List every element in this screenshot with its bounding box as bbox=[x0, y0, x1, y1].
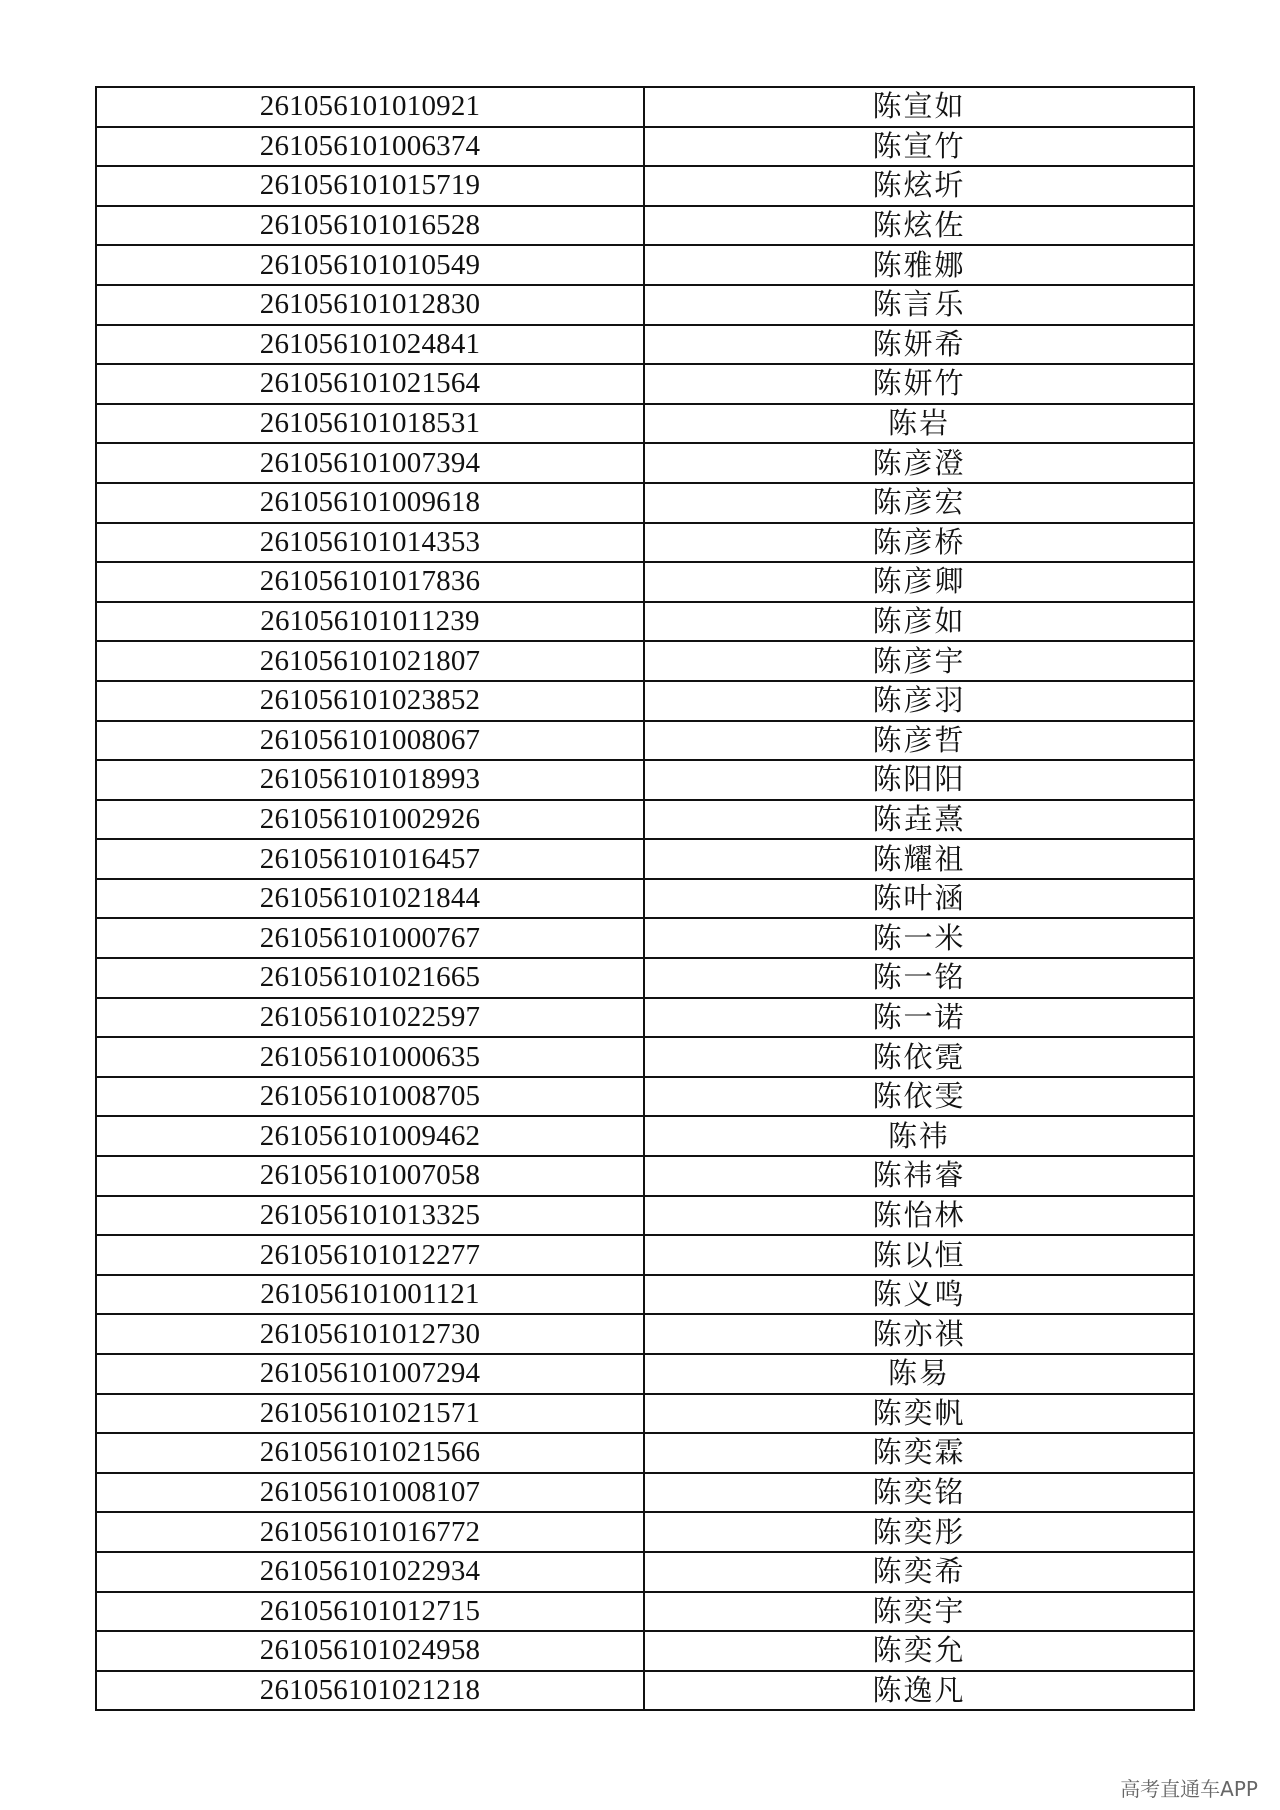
table-row bbox=[97, 1672, 1193, 1712]
candidate-id-cell: 261056101008705 bbox=[97, 1078, 645, 1116]
table-row bbox=[97, 326, 1193, 366]
table-row bbox=[97, 365, 1193, 405]
candidate-id-cell: 261056101007058 bbox=[97, 1157, 645, 1195]
candidate-name-cell: 陈奕彤 bbox=[872, 1514, 966, 1549]
table-row bbox=[97, 1632, 1193, 1672]
candidate-name-cell: 陈祎睿 bbox=[872, 1158, 966, 1193]
table-row bbox=[97, 603, 1193, 643]
candidate-id-cell: 261056101016772 bbox=[97, 1513, 645, 1551]
candidate-name-cell: 陈炫圻 bbox=[872, 168, 966, 203]
candidate-id-cell: 261056101021665 bbox=[97, 959, 645, 997]
candidate-id-cell: 261056101007394 bbox=[97, 444, 645, 482]
candidate-id-cell: 261056101015719 bbox=[97, 167, 645, 205]
candidate-id-cell: 261056101018531 bbox=[97, 405, 645, 443]
candidate-id-cell: 261056101018993 bbox=[97, 761, 645, 799]
candidate-name-cell: 陈依霓 bbox=[872, 1039, 966, 1074]
candidate-id-cell: 261056101021844 bbox=[97, 880, 645, 918]
table-row bbox=[97, 1513, 1193, 1553]
table-row bbox=[97, 1593, 1193, 1633]
candidate-name-cell: 陈依雯 bbox=[872, 1079, 966, 1114]
table-row bbox=[97, 880, 1193, 920]
candidate-id-cell: 261056101024958 bbox=[97, 1632, 645, 1670]
candidate-name-cell: 陈逸凡 bbox=[872, 1673, 966, 1708]
watermark-text: 高考直通车APP bbox=[1120, 1777, 1258, 1801]
table-row bbox=[97, 524, 1193, 564]
candidate-name-cell: 陈一铭 bbox=[872, 960, 966, 995]
candidate-id-cell: 261056101008067 bbox=[97, 722, 645, 760]
candidate-name-cell: 陈奕希 bbox=[872, 1554, 966, 1589]
table-row bbox=[97, 286, 1193, 326]
candidate-name-cell: 陈怡林 bbox=[872, 1197, 966, 1232]
table-row bbox=[97, 959, 1193, 999]
table-row bbox=[97, 1276, 1193, 1316]
candidate-name-cell: 陈奕宇 bbox=[872, 1593, 966, 1628]
table-row bbox=[97, 1434, 1193, 1474]
table-row bbox=[97, 563, 1193, 603]
candidate-id-cell: 261056101021807 bbox=[97, 642, 645, 680]
admission-list-table bbox=[95, 86, 1195, 1711]
candidate-name-cell: 陈炫佐 bbox=[872, 208, 966, 243]
candidate-id-cell: 261056101009462 bbox=[97, 1117, 645, 1155]
table-row bbox=[97, 444, 1193, 484]
candidate-id-cell: 261056101021566 bbox=[97, 1434, 645, 1472]
candidate-name-cell: 陈宣竹 bbox=[872, 128, 966, 163]
table-row bbox=[97, 484, 1193, 524]
candidate-id-cell: 261056101010549 bbox=[97, 246, 645, 284]
candidate-id-cell: 261056101012277 bbox=[97, 1236, 645, 1274]
table-row bbox=[97, 1078, 1193, 1118]
candidate-id-cell: 261056101022597 bbox=[97, 999, 645, 1037]
candidate-id-cell: 261056101009618 bbox=[97, 484, 645, 522]
candidate-name-cell: 陈彦澄 bbox=[872, 445, 966, 480]
candidate-id-cell: 261056101002926 bbox=[97, 801, 645, 839]
candidate-name-cell: 陈雅娜 bbox=[872, 247, 966, 282]
candidate-name-cell: 陈义鸣 bbox=[872, 1277, 966, 1312]
table-row bbox=[97, 1315, 1193, 1355]
candidate-name-cell: 陈彦宇 bbox=[872, 643, 966, 678]
candidate-id-cell: 261056101006374 bbox=[97, 128, 645, 166]
candidate-name-cell: 陈彦卿 bbox=[872, 564, 966, 599]
candidate-name-cell: 陈妍希 bbox=[872, 326, 966, 361]
candidate-id-cell: 261056101021564 bbox=[97, 365, 645, 403]
candidate-name-cell: 陈宣如 bbox=[872, 89, 966, 124]
candidate-name-cell: 陈以恒 bbox=[872, 1237, 966, 1272]
candidate-name-cell: 陈亦祺 bbox=[872, 1316, 966, 1351]
candidate-name-cell: 陈妍竹 bbox=[872, 366, 966, 401]
candidate-id-cell: 261056101021218 bbox=[97, 1672, 645, 1710]
candidate-name-cell: 陈奕铭 bbox=[872, 1475, 966, 1510]
candidate-id-cell: 261056101010921 bbox=[97, 88, 645, 126]
table-row bbox=[97, 167, 1193, 207]
candidate-name-cell: 陈叶涵 bbox=[872, 881, 966, 916]
candidate-id-cell: 261056101021571 bbox=[97, 1395, 645, 1433]
candidate-id-cell: 261056101011239 bbox=[97, 603, 645, 641]
table-row bbox=[97, 246, 1193, 286]
candidate-id-cell: 261056101023852 bbox=[97, 682, 645, 720]
candidate-name-cell: 陈彦如 bbox=[872, 604, 966, 639]
candidate-name-cell: 陈一米 bbox=[872, 920, 966, 955]
table-row bbox=[97, 1553, 1193, 1593]
candidate-name-cell: 陈彦宏 bbox=[872, 485, 966, 520]
candidate-id-cell: 261056101017836 bbox=[97, 563, 645, 601]
candidate-id-cell: 261056101013325 bbox=[97, 1197, 645, 1235]
table-row bbox=[97, 1157, 1193, 1197]
candidate-name-cell: 陈奕霖 bbox=[872, 1435, 966, 1470]
table-row bbox=[97, 682, 1193, 722]
table-row bbox=[97, 1474, 1193, 1514]
table-row bbox=[97, 88, 1193, 128]
candidate-name-cell: 陈彦哲 bbox=[872, 722, 966, 757]
candidate-id-cell: 261056101007294 bbox=[97, 1355, 645, 1393]
table-row bbox=[97, 1395, 1193, 1435]
candidate-id-cell: 261056101001121 bbox=[97, 1276, 645, 1314]
candidate-id-cell: 261056101012730 bbox=[97, 1315, 645, 1353]
candidate-id-cell: 261056101000635 bbox=[97, 1038, 645, 1076]
table-row bbox=[97, 1197, 1193, 1237]
table-row bbox=[97, 761, 1193, 801]
table-row bbox=[97, 128, 1193, 168]
candidate-id-cell: 261056101016528 bbox=[97, 207, 645, 245]
table-row bbox=[97, 1236, 1193, 1276]
table-row bbox=[97, 999, 1193, 1039]
table-row bbox=[97, 405, 1193, 445]
candidate-name-cell: 陈一诺 bbox=[872, 999, 966, 1034]
candidate-id-cell: 261056101022934 bbox=[97, 1553, 645, 1591]
candidate-name-cell: 陈言乐 bbox=[872, 287, 966, 322]
candidate-id-cell: 261056101012830 bbox=[97, 286, 645, 324]
table-row bbox=[97, 1117, 1193, 1157]
table-row bbox=[97, 642, 1193, 682]
candidate-id-cell: 261056101012715 bbox=[97, 1593, 645, 1631]
candidate-name-cell: 陈彦羽 bbox=[872, 683, 966, 718]
candidate-id-cell: 261056101024841 bbox=[97, 326, 645, 364]
candidate-id-cell: 261056101008107 bbox=[97, 1474, 645, 1512]
table-row bbox=[97, 207, 1193, 247]
candidate-name-cell: 陈祎 bbox=[887, 1118, 950, 1153]
candidate-name-cell: 陈岩 bbox=[887, 406, 950, 441]
candidate-name-cell: 陈易 bbox=[887, 1356, 950, 1391]
candidate-name-cell: 陈奕帆 bbox=[872, 1395, 966, 1430]
table-row bbox=[97, 801, 1193, 841]
table-row bbox=[97, 919, 1193, 959]
candidate-name-cell: 陈阳阳 bbox=[872, 762, 966, 797]
candidate-name-cell: 陈奕允 bbox=[872, 1633, 966, 1668]
candidate-id-cell: 261056101000767 bbox=[97, 919, 645, 957]
table-row bbox=[97, 840, 1193, 880]
table-row bbox=[97, 722, 1193, 762]
candidate-name-cell: 陈耀祖 bbox=[872, 841, 966, 876]
candidate-id-cell: 261056101014353 bbox=[97, 524, 645, 562]
candidate-name-cell: 陈彦桥 bbox=[872, 524, 966, 559]
candidate-id-cell: 261056101016457 bbox=[97, 840, 645, 878]
table-row bbox=[97, 1355, 1193, 1395]
candidate-name-cell: 陈垚熹 bbox=[872, 801, 966, 836]
table-row bbox=[97, 1038, 1193, 1078]
